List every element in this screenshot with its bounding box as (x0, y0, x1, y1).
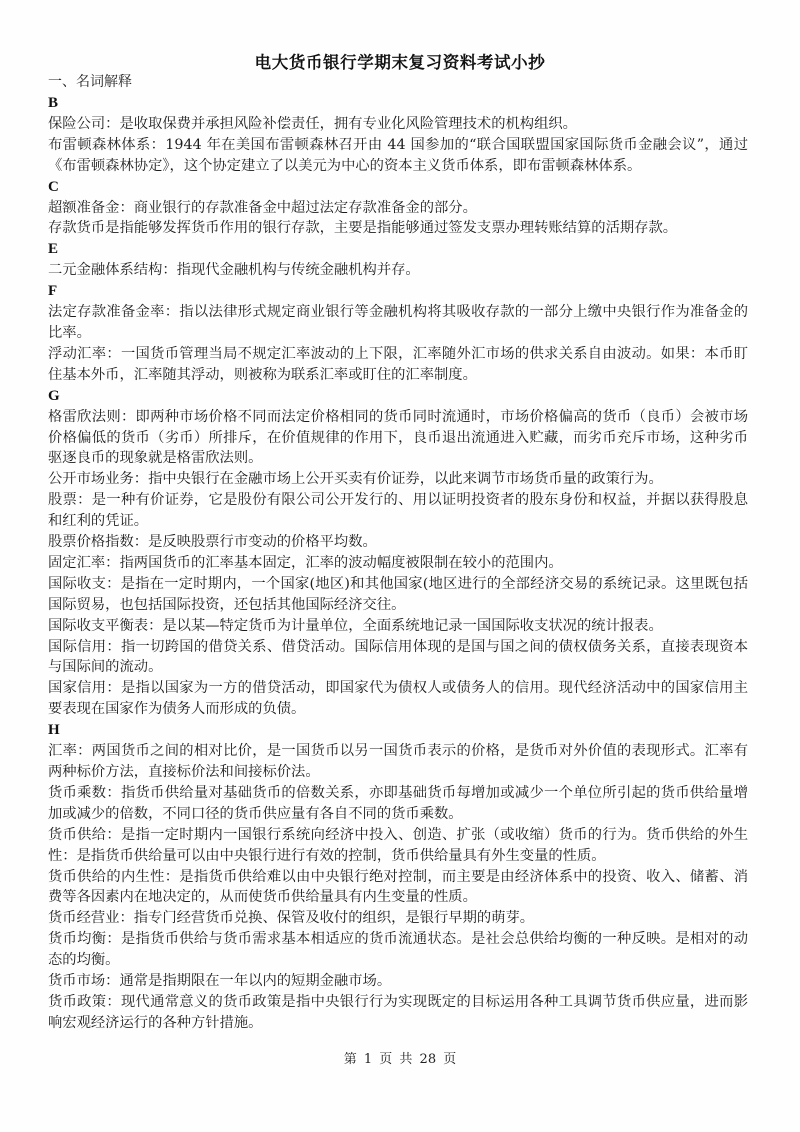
group-letter: C (48, 178, 59, 195)
term-entry: 布雷顿森林体系：1944 年在美国布雷顿森林召开由 44 国参加的“联合国联盟国家国际货币金融会议”，通过《布雷顿森林协定》，这个协定建立了以美元为中心的资本主义货币体系，即布雷顿森林体系。 (48, 136, 748, 174)
term-entry: 法定存款准备金率：指以法律形式规定商业银行等金融机构将其吸收存款的一部分上缴中央银行作为准备金的比率。 (48, 304, 748, 341)
document-body (48, 72, 748, 1034)
term-entry: 固定汇率：指两国货币的汇率基本固定，汇率的波动幅度被限制在较小的范围内。 (48, 554, 563, 571)
term-entry: 公开市场业务：指中央银行在金融市场上公开买卖有价证券，以此来调节市场货币量的政策行为。 (48, 471, 663, 488)
document-title: 电大货币银行学期末复习资料考试小抄 (254, 53, 546, 72)
term-entry: 国际收支平衡表：是以某—特定货币为计量单位，全面系统地记录一国国际收支状况的统计报表。 (48, 617, 663, 634)
term-entry: 保险公司：是收取保费并承担风险补偿责任，拥有专业化风险管理技术的机构组织。 (48, 115, 577, 132)
group-letter: H (48, 722, 60, 739)
term-entry: 货币政策：现代通常意义的货币政策是指中央银行行为实现既定的目标运用各种工具调节货币供应量，进而影响宏观经济运行的各种方针措施。 (48, 993, 748, 1031)
group-letter: F (48, 283, 58, 300)
term-entry: 货币经营业：指专门经营货币兑换、保管及收付的组织，是银行早期的萌芽。 (48, 910, 535, 927)
term-entry: 货币供给：是指一定时期内一国银行系统向经济中投入、创造、扩张（或收缩）货币的行为。货币供给的外生性：是指货币供给量可以由中央银行进行有效的控制，货币供给量具有外生变量的性质。 (48, 826, 748, 864)
term-entry: 货币市场：通常是指期限在一年以内的短期金融市场。 (48, 973, 392, 990)
term-entry: 货币供给的内生性：是指货币供给难以由中央银行绝对控制，而主要是由经济体系中的投资、收入、储蓄、消费等各因素内在地决定的，从而使货币供给量具有内生变量的性质。 (48, 868, 748, 906)
group-letter: E (48, 241, 59, 258)
term-entry: 货币均衡：是指货币供给与货币需求基本相适应的货币流通状态。是社会总供给均衡的一种反映。是相对的动态的均衡。 (48, 931, 748, 969)
term-group-g (48, 386, 748, 721)
section-heading: 一、名词解释 (48, 74, 132, 90)
term-entry: 汇率：两国货币之间的相对比价，是一国货币以另一国货币表示的价格，是货币对外价值的表现形式。汇率有两种标价方法，直接标价法和间接标价法。 (48, 743, 748, 780)
term-entry: 浮动汇率：一国货币管理当局不规定汇率波动的上下限，汇率随外汇市场的供求关系自由波动。如果：本币盯住基本外币，汇率随其浮动，则被称为联系汇率或盯住的汇率制度。 (48, 345, 748, 383)
page-number: 第 1 页 共 28 页 (343, 1052, 457, 1067)
term-entry: 超额准备金：商业银行的存款准备金中超过法定存款准备金的部分。 (48, 199, 477, 216)
term-entry: 国际信用：指一切跨国的借贷关系、借贷活动。国际信用体现的是国与国之间的债权债务关系，直接表现资本与国际间的流动。 (48, 638, 748, 676)
term-group-f (48, 281, 748, 386)
group-letter: B (48, 95, 59, 111)
term-entry: 格雷欣法则：即两种市场价格不同而法定价格相同的货币同时流通时，市场价格偏高的货币（良币）会被市场价格偏低的货币（劣币）所排斥，在价值规律的作用下，良币退出流通进入贮藏，而劣币充斥市场，这种劣币驱逐良币的现象就是格雷欣法则。 (48, 408, 748, 467)
term-group-h (48, 720, 748, 1034)
term-entry: 二元金融体系结构：指现代金融机构与传统金融机构并存。 (48, 262, 420, 279)
term-entry: 国际收支：是指在一定时期内，一个国家(地区)和其他国家(地区进行的全部经济交易的系统记录。这里既包括国际贸易，也包括国际投资，还包括其他国际经济交往。 (48, 575, 748, 613)
group-letter: G (48, 387, 60, 404)
term-entry: 存款货币是指能够发挥货币作用的银行存款，主要是指能够通过签发支票办理转账结算的活期存款。 (48, 220, 678, 237)
term-entry: 股票：是一种有价证券，它是股份有限公司公开发行的、用以证明投资者的股东身份和权益，并据以获得股息和红利的凭证。 (48, 492, 748, 530)
term-entry: 股票价格指数：是反映股票行市变动的价格平均数。 (48, 534, 377, 551)
term-entry: 货币乘数：指货币供给量对基础货币的倍数关系，亦即基础货币每增加或减少一个单位所引起的货币供给量增加或减少的倍数，不同口径的货币供应量有各自不同的货币乘数。 (48, 784, 748, 822)
term-group-e (48, 239, 748, 281)
term-group-c (48, 177, 748, 240)
term-group-b (48, 93, 748, 177)
term-entry: 国家信用：是指以国家为一方的借贷活动，即国家代为债权人或债务人的信用。现代经济活动中的国家信用主要表现在国家作为债务人而形成的负债。 (48, 680, 748, 718)
